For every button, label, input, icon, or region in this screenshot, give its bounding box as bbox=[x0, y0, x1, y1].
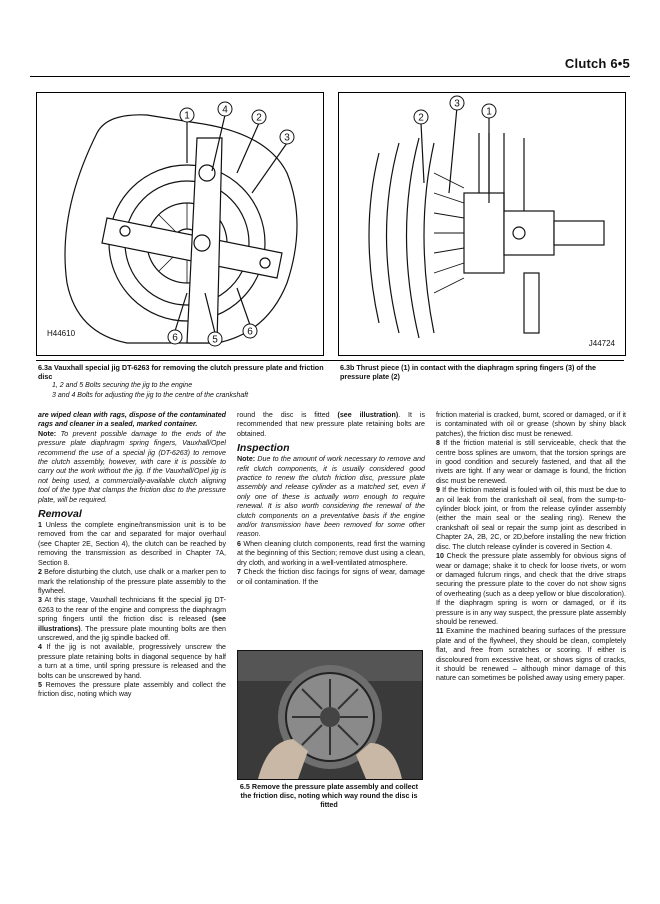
svg-text:3: 3 bbox=[284, 132, 290, 144]
paragraph-continuation: friction material is cracked, burnt, scored or damaged, or if it is contaminated with oil or grease (shown by shiny black patches), the friction disc must be renewed. bbox=[436, 411, 626, 438]
svg-text:6: 6 bbox=[172, 332, 178, 344]
text-column-1 bbox=[38, 411, 226, 700]
page-header-title: Clutch 6•5 bbox=[564, 56, 630, 71]
photo-6-5-caption: 6.5 Remove the pressure plate assembly and collect the friction disc, noting which way round the disc is fitted bbox=[239, 782, 419, 810]
step-5: 5 Removes the pressure plate assembly and collect the friction disc, noting which way bbox=[38, 680, 226, 699]
figure-6-3a-caption bbox=[38, 363, 328, 400]
svg-text:2: 2 bbox=[256, 112, 262, 124]
step-2: 2 Before disturbing the clutch, use chalk or a marker pen to mark the relationship of the pressure plate assembly to the flywheel. bbox=[38, 568, 226, 595]
inspection-heading: Inspection bbox=[237, 442, 290, 455]
step-9: 9 If the friction material is fouled with oil, this must be due to an oil leak from the crankshaft oil seal, from the sump-to-cylinder block joint, or from the release cylinder assembly (either the main seal or the sealing ring). Renew the crankshaft oil seal or repair the sump joint as described in Chapter 2A, 2B, 2C, or 2D,before installing the new friction disc. The clutch release cylinder is covered in Section 4. bbox=[436, 486, 626, 551]
step-6: 6 When cleaning clutch components, read first the warning at the beginning of this Section; remove dust using a clean, dry cloth, and working in a well-ventilated atmosphere. bbox=[237, 539, 425, 567]
caption-rule bbox=[36, 360, 624, 361]
caption-title: 6.3a Vauxhall special jig DT-6263 for removing the clutch pressure plate and friction disc bbox=[38, 363, 324, 382]
step-4: 4 If the jig is not available, progressively unscrew the pressure plate retaining bolts in diagonal sequence by half a turn at a time, until spring pressure is released and the bolts can be unscrewed by hand. bbox=[38, 643, 226, 680]
svg-text:1: 1 bbox=[486, 106, 492, 118]
svg-text:4: 4 bbox=[222, 104, 228, 116]
paragraph-continuation: are wiped clean with rags, dispose of the contaminated rags and cleaner in a sealed, marked container. bbox=[38, 411, 226, 429]
caption-legend-1: 1, 2 and 5 Bolts securing the jig to the engine bbox=[52, 382, 193, 390]
thrust-piece-illustration bbox=[339, 93, 625, 355]
step-3: 3 At this stage, Vauxhall technicians fit the special jig DT-6263 to the rear of the engine and compress the diaphragm spring fingers until the friction disc is released (see illustrations). The pressure plate mounting bolts are then unscrewed, and the jig spindle backed off. bbox=[38, 596, 226, 642]
step-7: 7 Check the friction disc facings for signs of wear, damage or oil contamination. If the bbox=[237, 568, 425, 586]
note-paragraph: Note: Due to the amount of work necessary to remove and refit clutch components, it is usually considered good practice to renew the clutch friction disc, pressure plate assembly and release cylinder as a matched set, even if only one of these is actually worn enough to require renewal. It is also worth considering the renewal of the clutch components on a preventative basis if the engine and/or transmission have been removed for some other reason. bbox=[237, 455, 425, 539]
step-11: 11 Examine the machined bearing surfaces of the pressure plate and of the flywheel, they should be clean, completely flat, and free from scratches or scoring. If either is discoloured from excessive heat, or shows signs of cracks, it should be renewed – although minor damage of this nature can sometimes be polished away using emery paper. bbox=[436, 627, 626, 683]
text-column-3 bbox=[436, 411, 626, 684]
figure-code: J44724 bbox=[588, 339, 615, 348]
step-8: 8 If the friction material is still serviceable, check that the centre boss splines are unworn, that the torsion springs are in good condition and securely fastened, and that all the rivets are tight. If any wear or damage is found, the friction disc must be renewed. bbox=[436, 439, 627, 485]
svg-text:6: 6 bbox=[247, 326, 253, 338]
step-1: 1 Unless the complete engine/transmission unit is to be removed from the car and separated for major overhaul (see Chapter 2E, Section 4), the clutch can be reached by removing the transmission as described in Chapter 7A, Section 8. bbox=[38, 521, 226, 567]
photo-6-5 bbox=[237, 650, 423, 780]
svg-text:1: 1 bbox=[184, 110, 190, 122]
caption-legend-2: 3 and 4 Bolts for adjusting the jig to the centre of the crankshaft bbox=[52, 391, 249, 399]
removal-heading: Removal bbox=[38, 508, 82, 521]
figure-6-3b bbox=[338, 92, 626, 356]
text-column-2 bbox=[237, 411, 425, 587]
figure-code: H44610 bbox=[47, 329, 76, 338]
svg-text:3: 3 bbox=[454, 98, 460, 110]
figure-6-3b-caption: 6.3b Thrust piece (1) in contact with the diaphragm spring fingers (3) of the pressure plate (2) bbox=[340, 363, 596, 382]
clutch-removal-photo bbox=[238, 651, 422, 779]
svg-text:5: 5 bbox=[212, 334, 218, 346]
header-rule bbox=[30, 76, 630, 77]
paragraph-continuation: round the disc is fitted (see illustration). It is recommended that new pressure plate retaining bolts are obtained. bbox=[237, 411, 425, 438]
svg-text:2: 2 bbox=[418, 112, 424, 124]
figure-6-3a bbox=[36, 92, 324, 356]
step-10: 10 Check the pressure plate assembly for obvious signs of wear or damage; shake it to check for loose rivets, or worn or damaged fulcrum rings, and check that the drive straps securing the pressure plate to the cover do not show signs of overheating (such as a deep yellow or blue discoloration). If the diaphragm spring is worn or damaged, or if its pressure is in any way suspect, the pressure plate assembly should be renewed. bbox=[436, 552, 626, 626]
note-paragraph: Note: To prevent possible damage to the ends of the pressure plate diaphragm spring fingers, Vauxhall/Opel recommend the use of a special jig (DT-6263) to remove the clutch assembly, however, with care it is possible to carry out the work without the jig. If the Vauxhall/Opel jig is not being used, a commercially-available clutch aligning tool of the type that clamps the friction disc to the pressure plate, will be required. bbox=[38, 429, 226, 504]
clutch-jig-illustration bbox=[37, 93, 323, 355]
